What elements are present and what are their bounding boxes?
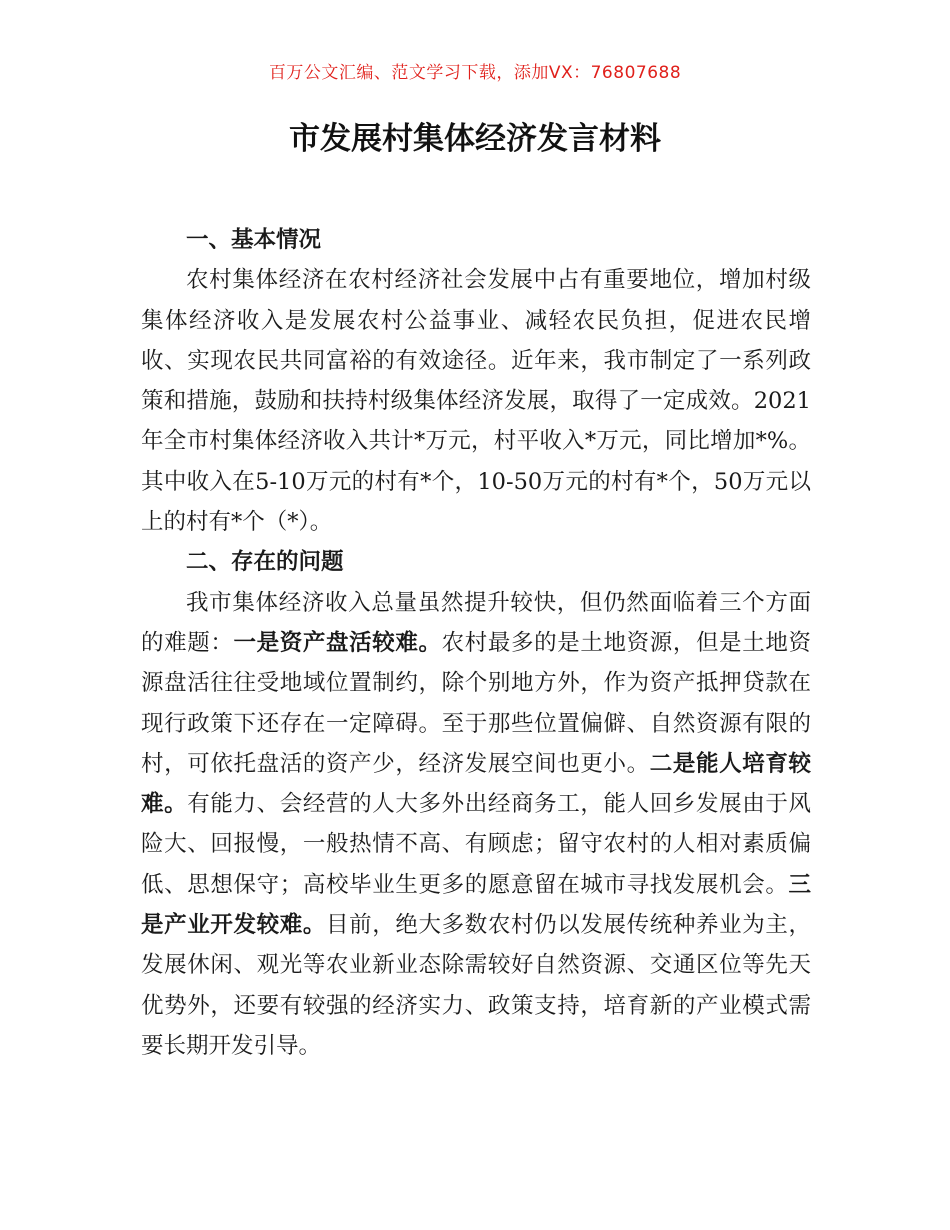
basic-situation-paragraph: 农村集体经济在农村经济社会发展中占有重要地位，增加村级集体经济收入是发展农村公益事业、减轻农民负担，促进农民增收、实现农民共同富裕的有效途径。近年来，我市制定了一系列政策和措施，鼓励和扶持村级集体经济发展，取得了一定成效。2021年全市村集体经济收入共计*万元，村平收入*万元，同比增加*%。其中收入在5-10万元的村有*个，10-50万元的村有*个，50万元以上的村有*个（*）。 [141, 267, 811, 536]
point1-title: 一是资产盘活较难。 [233, 629, 442, 656]
document-body [141, 220, 811, 1066]
document-title: 市发展村集体经济发言材料 [289, 121, 661, 157]
watermark-banner: 百万公文汇编、范文学习下载，添加VX：76807688 [268, 63, 682, 83]
point1-text: 农村最多的是土地资源，但是土地资源盘活往往受地域位置制约，除个别地方外，作为资产抵押贷款在现行政策下还存在一定障碍。至于那些位置偏僻、自然资源有限的村，可依托盘活的资产少，经济发展空间也更小。 [141, 629, 811, 777]
section-heading-basic-situation: 一、基本情况 [186, 227, 322, 253]
point3-title: 三是产业开发较难。 [141, 871, 811, 939]
point2-text: 有能力、会经营的人大多外出经商务工，能人回乡发展由于风险大、回报慢，一般热情不高、有顾虑；留守农村的人相对素质偏低、思想保守；高校毕业生更多的愿意留在城市寻找发展机会。 [141, 791, 811, 898]
section-heading-existing-problems: 二、存在的问题 [186, 549, 344, 576]
existing-problems-paragraph [141, 583, 811, 1067]
point2-title: 二是能人培育较难。 [141, 750, 811, 818]
point3-text: 目前，绝大多数农村仍以发展传统种养业为主，发展休闲、观光等农业新业态除需较好自然资源、交通区位等先天优势外，还要有较强的经济实力、政策支持，培育新的产业模式需要长期开发引导。 [141, 912, 811, 1059]
problems-intro: 我市集体经济收入总量虽然提升较快，但仍然面临着三个方面的难题： [141, 589, 811, 656]
